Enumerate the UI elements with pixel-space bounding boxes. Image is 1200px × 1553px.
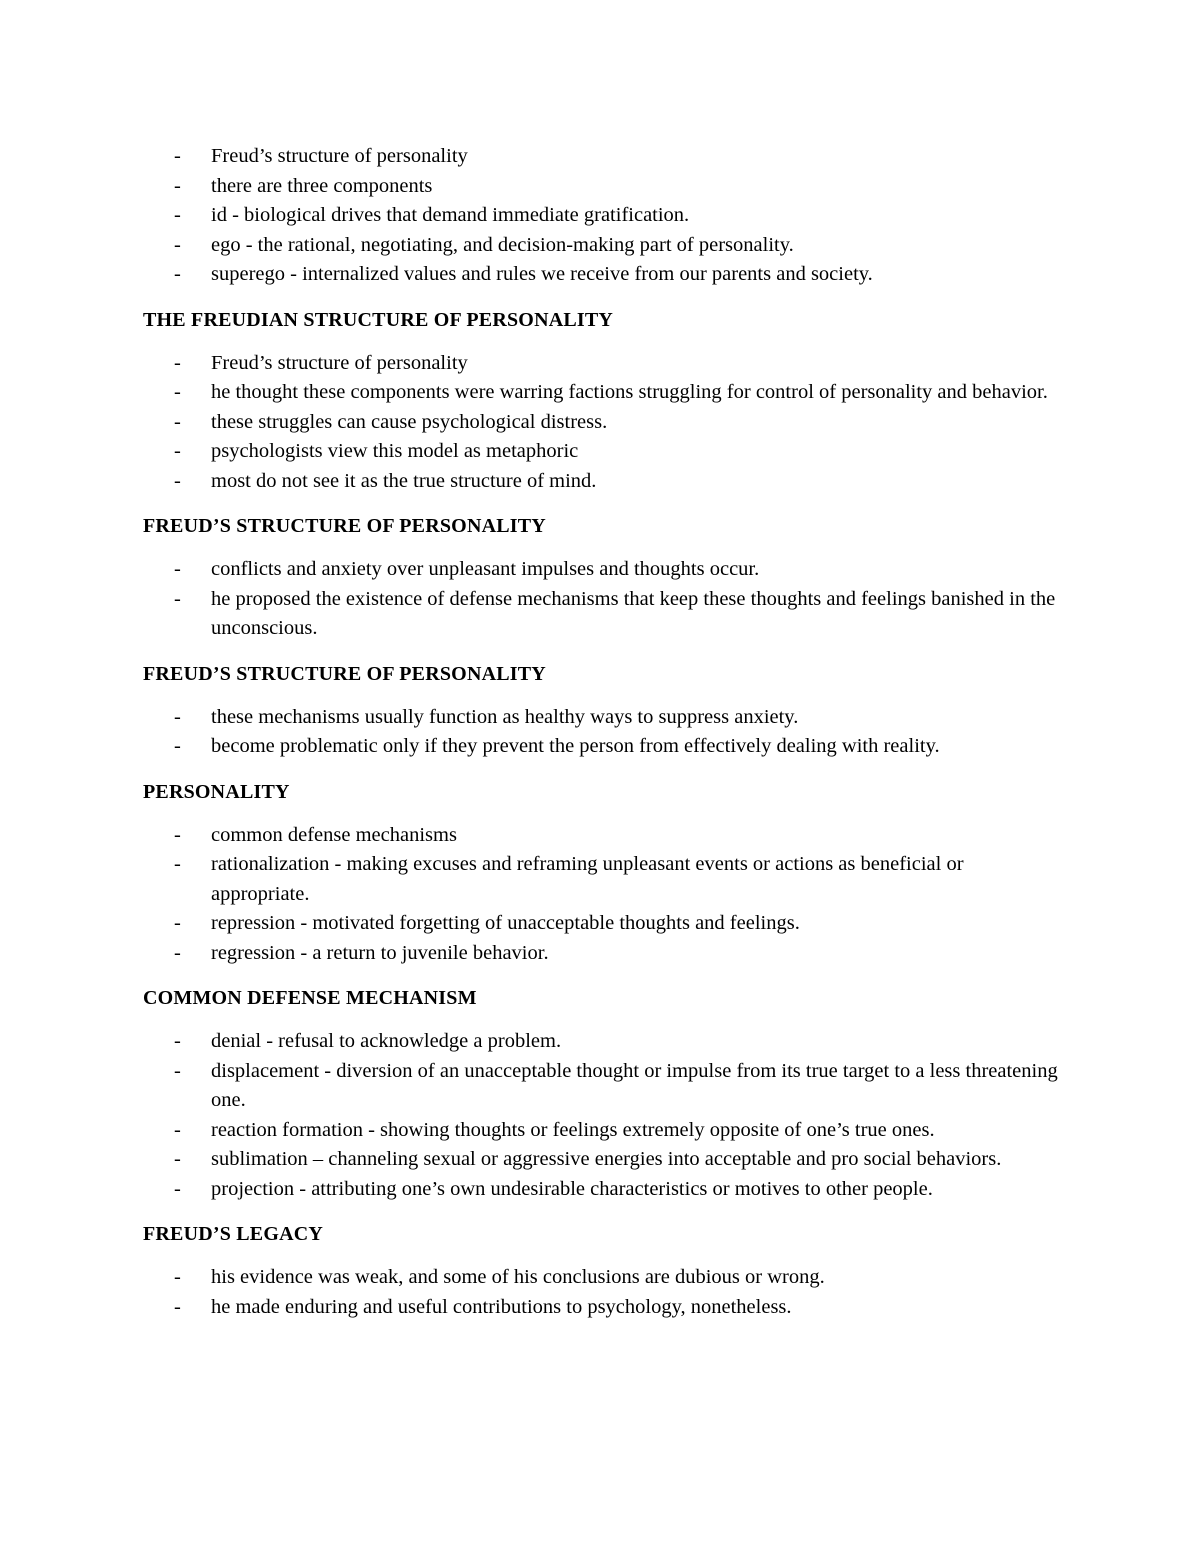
section-heading: THE FREUDIAN STRUCTURE OF PERSONALITY xyxy=(143,308,614,331)
list-item-text: projection - attributing one’s own undesirable characteristics or motives to other people. xyxy=(211,1177,933,1200)
list-item xyxy=(143,1293,1061,1323)
section-structure-mechanisms xyxy=(143,660,1080,762)
dash-bullet: - xyxy=(174,263,181,285)
bullet-list xyxy=(143,703,1080,762)
list-item xyxy=(143,909,1061,939)
list-item-text: he made enduring and useful contributions to psychology, nonetheless. xyxy=(211,1295,792,1318)
list-item-text: denial - refusal to acknowledge a problem. xyxy=(211,1030,562,1052)
dash-bullet: - xyxy=(174,558,181,580)
list-item xyxy=(143,555,1061,585)
list-item xyxy=(143,142,1061,172)
list-item-text: these struggles can cause psychological distress. xyxy=(211,410,608,433)
dash-bullet: - xyxy=(174,735,181,757)
section-heading: FREUD’S LEGACY xyxy=(143,1223,324,1245)
dash-bullet: - xyxy=(174,410,181,433)
dash-bullet: - xyxy=(174,204,181,226)
dash-bullet: - xyxy=(174,1266,181,1288)
list-item-text: there are three components xyxy=(211,174,433,197)
list-item xyxy=(143,1263,1061,1293)
dash-bullet: - xyxy=(174,853,181,875)
list-item-text: superego - internalized values and rules we receive from our parents and society. xyxy=(211,263,873,285)
list-item xyxy=(143,1027,1061,1057)
dash-bullet: - xyxy=(174,1030,181,1052)
list-item-text: id - biological drives that demand immediate gratification. xyxy=(211,204,690,226)
section-personality xyxy=(143,778,1080,969)
list-item xyxy=(143,378,1061,408)
list-item xyxy=(143,732,1061,762)
list-item-text: Freud’s structure of personality xyxy=(211,145,468,167)
list-item xyxy=(143,201,1061,231)
section-structure-conflicts xyxy=(143,512,1080,644)
list-item xyxy=(143,1145,1061,1175)
bullet-list xyxy=(143,349,1080,497)
list-item-text: reaction formation - showing thoughts or feelings extremely opposite of one’s true ones. xyxy=(211,1118,935,1141)
bullet-list xyxy=(143,555,1080,644)
bullet-list xyxy=(143,142,1080,290)
list-item xyxy=(143,260,1061,290)
dash-bullet: - xyxy=(174,233,181,256)
list-item xyxy=(143,939,1061,969)
list-item-text: displacement - diversion of an unacceptable thought or impulse from its true target to a less threatening one. xyxy=(211,1059,1058,1111)
dash-bullet: - xyxy=(174,1177,181,1200)
list-item-text: conflicts and anxiety over unpleasant impulses and thoughts occur. xyxy=(211,558,760,580)
dash-bullet: - xyxy=(174,174,181,197)
dash-bullet: - xyxy=(174,1118,181,1141)
section-heading: FREUD’S STRUCTURE OF PERSONALITY xyxy=(143,515,546,537)
list-item xyxy=(143,349,1061,379)
dash-bullet: - xyxy=(174,469,181,492)
list-item xyxy=(143,231,1061,261)
list-item xyxy=(143,703,1061,733)
dash-bullet: - xyxy=(174,381,181,403)
list-item-text: these mechanisms usually function as healthy ways to suppress anxiety. xyxy=(211,705,799,728)
section-legacy xyxy=(143,1220,1080,1322)
list-item-text: common defense mechanisms xyxy=(211,823,457,846)
section-heading: PERSONALITY xyxy=(143,780,290,803)
list-item-text: Freud’s structure of personality xyxy=(211,351,468,374)
dash-bullet: - xyxy=(174,1295,181,1318)
dash-bullet: - xyxy=(174,705,181,728)
dash-bullet: - xyxy=(174,941,181,964)
dash-bullet: - xyxy=(174,823,181,846)
list-item-text: his evidence was weak, and some of his conclusions are dubious or wrong. xyxy=(211,1266,825,1288)
bullet-list xyxy=(143,821,1080,969)
section-common-defense xyxy=(143,984,1080,1204)
bullet-list xyxy=(143,1027,1080,1204)
list-item xyxy=(143,437,1061,467)
list-item xyxy=(143,408,1061,438)
list-item xyxy=(143,1175,1061,1205)
section-heading: FREUD’S STRUCTURE OF PERSONALITY xyxy=(143,662,546,685)
dash-bullet: - xyxy=(174,440,181,462)
dash-bullet: - xyxy=(174,1059,181,1082)
list-item xyxy=(143,1057,1061,1116)
list-item-text: psychologists view this model as metaphoric xyxy=(211,440,579,462)
list-item-text: regression - a return to juvenile behavior. xyxy=(211,941,549,964)
dash-bullet: - xyxy=(174,351,181,374)
list-item xyxy=(143,585,1061,644)
list-item-text: sublimation – channeling sexual or aggressive energies into acceptable and pro social behaviors. xyxy=(211,1148,1002,1170)
dash-bullet: - xyxy=(174,145,181,167)
list-item xyxy=(143,821,1061,851)
section-intro xyxy=(143,142,1080,290)
list-item-text: he proposed the existence of defense mechanisms that keep these thoughts and feelings banished in the unconscious. xyxy=(211,587,1056,639)
dash-bullet: - xyxy=(174,912,181,934)
list-item xyxy=(143,467,1061,497)
list-item-text: he thought these components were warring factions struggling for control of personality and behavior. xyxy=(211,381,1048,403)
list-item xyxy=(143,1116,1061,1146)
section-heading: COMMON DEFENSE MECHANISM xyxy=(143,987,477,1009)
section-freudian-structure xyxy=(143,306,1080,497)
dash-bullet: - xyxy=(174,587,181,610)
list-item-text: become problematic only if they prevent the person from effectively dealing with reality. xyxy=(211,735,940,757)
dash-bullet: - xyxy=(174,1148,181,1170)
list-item xyxy=(143,850,1061,909)
list-item-text: rationalization - making excuses and reframing unpleasant events or actions as beneficial or appropriate. xyxy=(211,853,964,905)
list-item-text: repression - motivated forgetting of unacceptable thoughts and feelings. xyxy=(211,912,800,934)
list-item-text: ego - the rational, negotiating, and decision-making part of personality. xyxy=(211,233,794,256)
list-item-text: most do not see it as the true structure of mind. xyxy=(211,469,597,492)
list-item xyxy=(143,172,1061,202)
bullet-list xyxy=(143,1263,1080,1322)
